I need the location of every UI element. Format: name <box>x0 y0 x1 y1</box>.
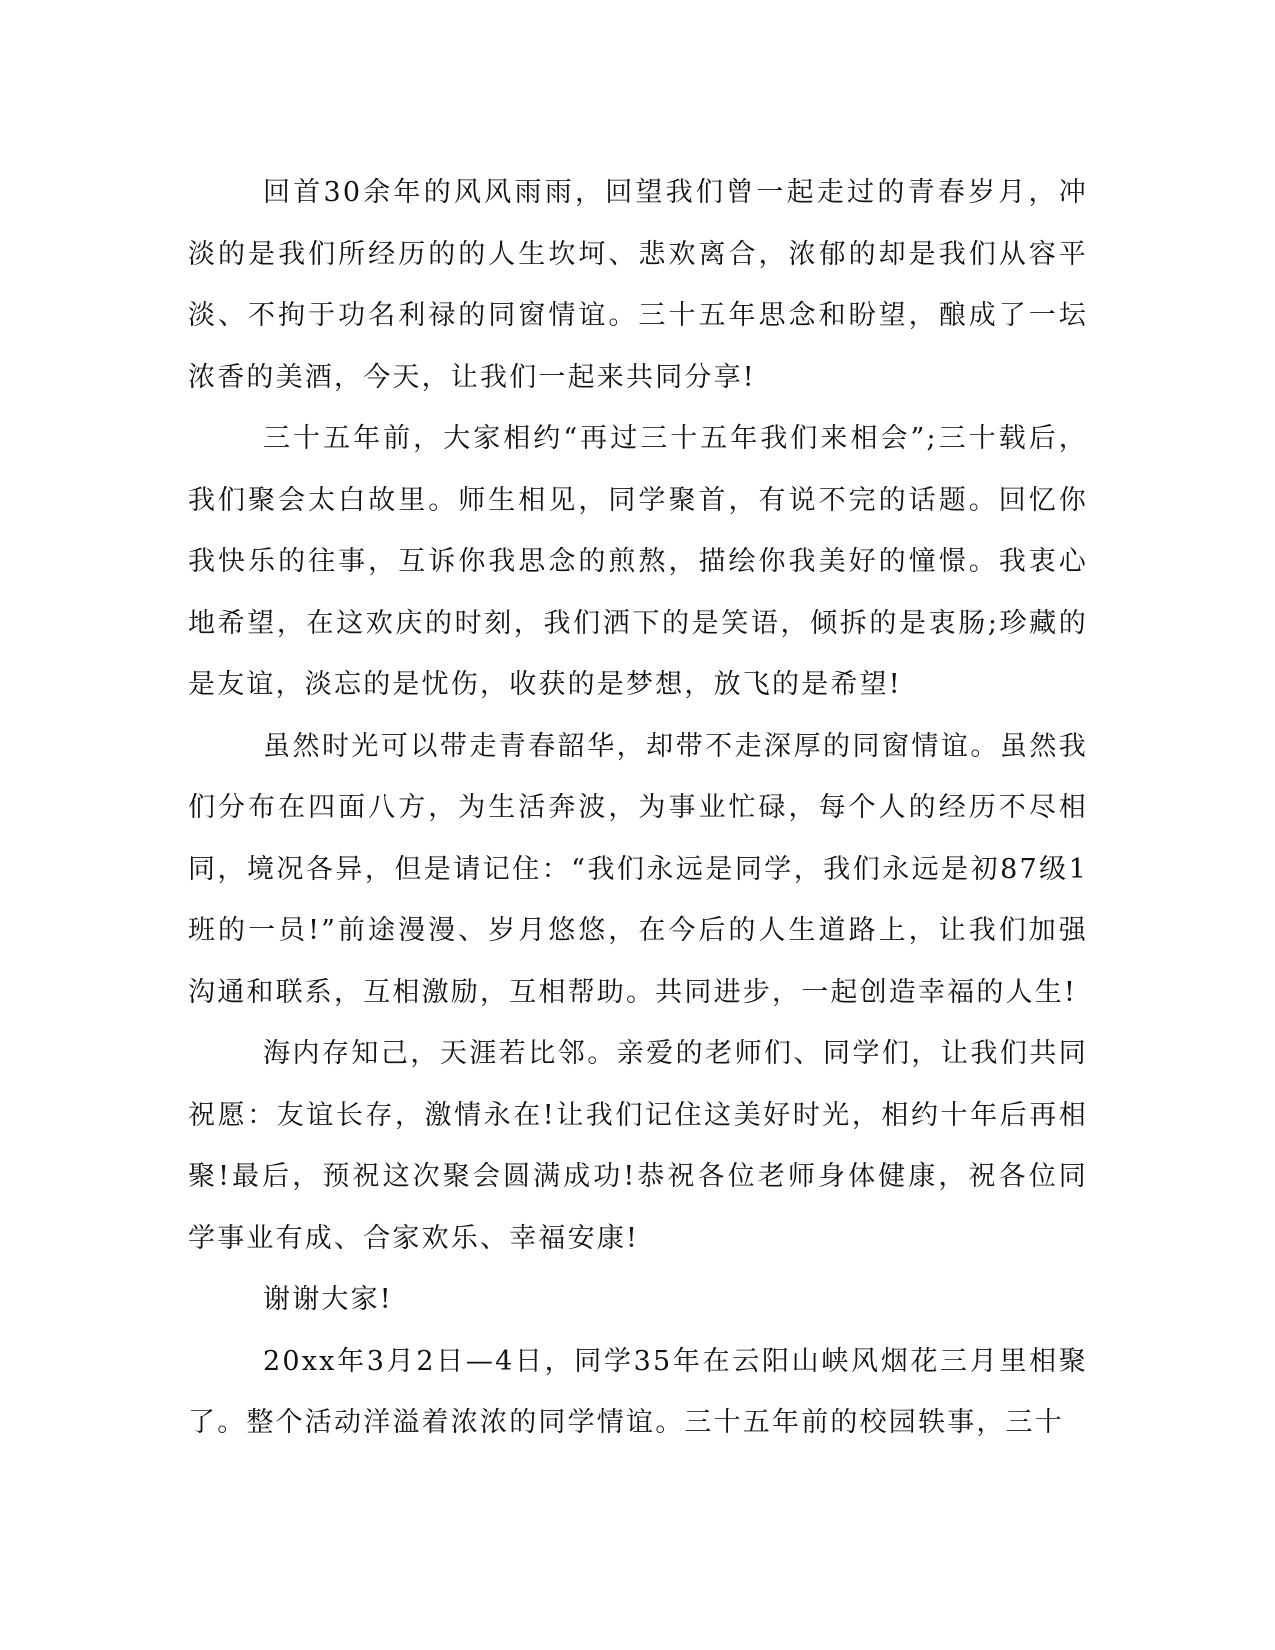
paragraph-6: 20xx年3月2日—4日，同学35年在云阳山峡风烟花三月里相聚了。整个活动洋溢着浓浓的同学情谊。三十五年前的校园轶事，三十 <box>188 1345 1088 1438</box>
paragraph-4: 海内存知己，天涯若比邻。亲爱的老师们、同学们，让我们共同祝愿：友谊长存，激情永在!让我们记住这美好时光，相约十年后再相聚!最后，预祝这次聚会圆满成功!恭祝各位老师身体健康，祝各位同学事业有成、合家欢乐、幸福安康! <box>188 1038 1088 1254</box>
paragraph-2: 三十五年前，大家相约“再过三十五年我们来相会”;三十载后，我们聚会太白故里。师生相见，同学聚首，有说不完的话题。回忆你我快乐的往事，互诉你我思念的煎熬，描绘你我美好的憧憬。我衷心地希望，在这欢庆的时刻，我们洒下的是笑语，倾拆的是衷肠;珍藏的是友谊，淡忘的是忧伤，收获的是梦想，放飞的是希望! <box>188 423 1088 700</box>
document-body <box>188 162 1088 1454</box>
paragraph-5: 谢谢大家! <box>263 1284 393 1315</box>
paragraph-1: 回首30余年的风风雨雨，回望我们曾一起走过的青春岁月，冲淡的是我们所经历的的人生坎坷、悲欢离合，浓郁的却是我们从容平淡、不拘于功名利禄的同窗情谊。三十五年思念和盼望，酿成了一坛浓香的美酒，今天，让我们一起来共同分享! <box>188 177 1088 393</box>
paragraph-3: 虽然时光可以带走青春韶华，却带不走深厚的同窗情谊。虽然我们分布在四面八方，为生活奔波，为事业忙碌，每个人的经历不尽相同，境况各异，但是请记住：“我们永远是同学，我们永远是初87级1班的一员!”前途漫漫、岁月悠悠，在今后的人生道路上，让我们加强沟通和联系，互相激励，互相帮助。共同进步，一起创造幸福的人生! <box>188 730 1088 1008</box>
